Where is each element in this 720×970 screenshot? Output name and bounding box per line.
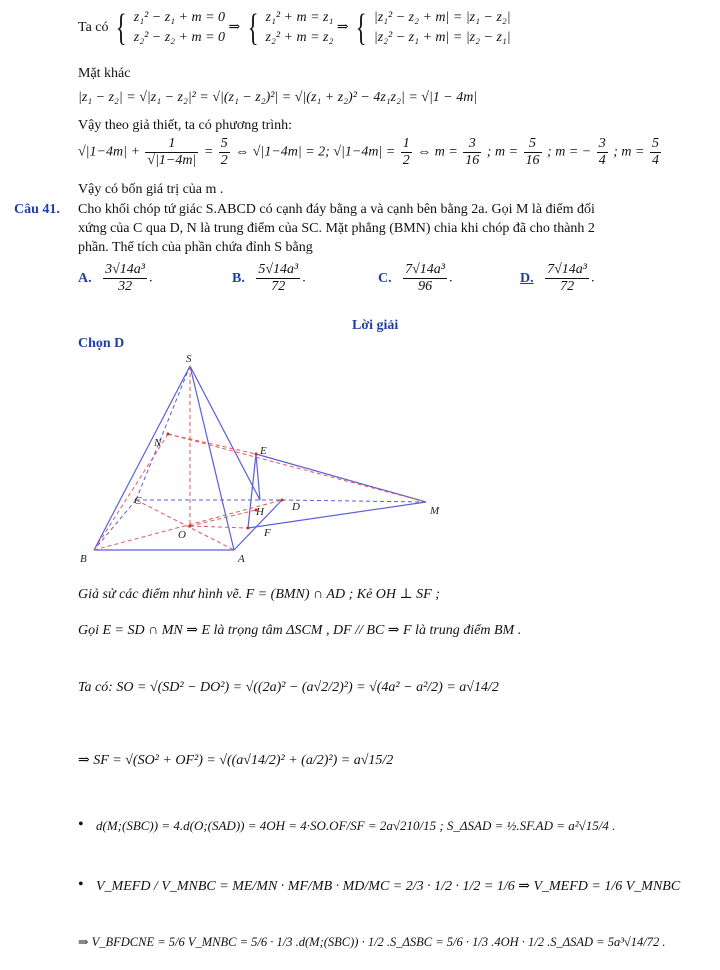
- solution-line-1: Giả sử các điểm như hình vẽ. F = (BMN) ∩ AD ; Kẻ OH ⊥ SF ;: [78, 587, 440, 602]
- eq-m: ⇔ m =: [417, 144, 458, 160]
- implies-arrow-1: ⇒: [228, 20, 241, 36]
- conclusion-text: Vậy có bốn giá trị của m .: [78, 182, 224, 197]
- question-line-3: phần. Thể tích của phần chứa đỉnh S bằng: [78, 240, 313, 255]
- eq-left: √|1−4m| +: [78, 144, 140, 160]
- m3-pre: ; m = −: [547, 144, 592, 160]
- system-2-line-1: z₁² + m = z₁: [265, 10, 334, 25]
- question-number: Câu 41.: [14, 202, 60, 217]
- label-o: O: [178, 529, 186, 541]
- eq-frac-2: [219, 136, 230, 169]
- pyramid-figure: [70, 350, 470, 570]
- option-frac: [256, 262, 300, 295]
- solution-heading: Lời giải: [352, 318, 399, 333]
- modulus-equation: |z₁ − z₂| = √|z₁ − z₂|² = √|(z₁ − z₂)²| = √|(z₁ + z₂)² − 4z₁z₂| = √|1 − 4m|: [78, 90, 478, 105]
- solution-line-7: ⇒ V_BFDCNE = 5/6 V_MNBC = 5/6 · 1/3 .d(M;(SBC)) · 1/2 .S_ΔSBC = 5/6 · 1/3 .4OH · 1/2 .S_ΔSAD = 5a³√14/72 .: [78, 935, 666, 949]
- m4-pre: ; m =: [613, 144, 645, 160]
- frac-den: 2: [402, 153, 410, 168]
- label-d: D: [292, 501, 300, 513]
- ta-co-text: Ta có: [78, 20, 109, 36]
- option-frac: [103, 262, 147, 295]
- question-line-2: xứng của C qua D, N là trung điểm của SC. Mặt phẳng (BMN) chia khi chóp đã cho thành 2: [78, 221, 595, 236]
- system-2-line-2: z₂² + m = z₂: [265, 30, 334, 45]
- frac-num: 5√14a³: [258, 262, 299, 277]
- frac-den: 16: [525, 153, 540, 168]
- bullet-icon: •: [78, 876, 84, 893]
- frac-num: 5: [524, 136, 542, 153]
- frac-den: 4: [598, 153, 606, 168]
- solution-line-2: Gọi E = SD ∩ MN ⇒ E là trọng tâm ΔSCM , DF // BC ⇒ F là trung điểm BM .: [78, 623, 522, 638]
- option-a[interactable]: A. $\frac{\text{3√14a³}}{32}$ .: [78, 262, 153, 294]
- label-f: F: [264, 527, 271, 539]
- system-1-line-2: z₂² − z₂ + m = 0: [133, 30, 226, 45]
- frac-den: 72: [560, 279, 575, 294]
- system-1: [134, 8, 225, 48]
- eq-frac-3: [401, 136, 412, 169]
- label-h: H: [256, 506, 264, 518]
- option-label: A.: [78, 270, 92, 286]
- frac-num: 5: [220, 136, 228, 151]
- frac-num: 7√14a³: [405, 262, 446, 277]
- m1-frac: [463, 136, 481, 169]
- eq-sign: =: [203, 144, 214, 160]
- solution-line-6: V_MEFD / V_MNBC = ME/MN · MF/MB · MD/MC = 2/3 · 1/2 · 1/2 = 1/6 ⇒ V_MEFD = 1/6 V_MNBC: [96, 879, 681, 894]
- m3-frac: [597, 136, 608, 169]
- frac-den: 16: [465, 153, 480, 168]
- option-frac: [403, 262, 447, 295]
- label-b: B: [80, 553, 87, 565]
- label-m: M: [430, 505, 440, 517]
- frac-den: 32: [118, 279, 133, 294]
- frac-den: 2: [220, 153, 228, 168]
- bullet-icon: •: [78, 816, 84, 833]
- brace-3: {: [355, 7, 367, 49]
- brace-2: {: [247, 7, 259, 49]
- frac-den: 96: [418, 279, 433, 294]
- system-1-line-1: z₁² − z₁ + m = 0: [133, 10, 226, 25]
- label-n: N: [154, 437, 162, 449]
- label-a: A: [238, 553, 245, 565]
- frac-num: 1: [402, 136, 410, 151]
- implies-arrow-2: ⇒: [336, 20, 349, 36]
- option-d[interactable]: D. $\frac{\text{7√14a³}}{72}$ .: [520, 262, 595, 294]
- chosen-answer: Chọn D: [78, 336, 125, 351]
- eq-mid: ⇔ √|1−4m| = 2; √|1−4m| =: [235, 144, 396, 160]
- system-2: [266, 8, 334, 48]
- brace-1: {: [115, 7, 127, 49]
- m2-frac: [524, 136, 542, 169]
- system-block: [78, 8, 511, 48]
- eq-frac-1: [145, 136, 198, 169]
- question-line-1: Cho khối chóp tứ giác S.ABCD có cạnh đáy bằng a và cạnh bên bằng 2a. Gọi M là điểm đối: [78, 202, 595, 217]
- system-3: [374, 8, 511, 48]
- frac-den: √|1−4m|: [147, 153, 197, 168]
- solution-line-3: Ta có: SO = √(SD² − DO²) = √((2a)² − (a√2/2)²) = √(4a² − a²/2) = a√14/2: [78, 680, 499, 695]
- option-frac: [545, 262, 589, 295]
- option-c[interactable]: C. $\frac{\text{7√14a³}}{96}$ .: [378, 262, 453, 294]
- system-3-line-2: |z₂² − z₁ + m| = |z₂ − z₁|: [373, 30, 511, 45]
- equation-intro: Vậy theo giả thiết, ta có phương trình:: [78, 118, 293, 133]
- option-label: D.: [520, 270, 534, 286]
- main-equation: [78, 136, 663, 169]
- label-s: S: [186, 353, 192, 365]
- frac-num: 1: [145, 136, 198, 153]
- frac-den: 4: [651, 153, 659, 168]
- option-b[interactable]: B. $\frac{\text{5√14a³}}{72}$ .: [232, 262, 306, 294]
- m4-frac: [650, 136, 661, 169]
- frac-num: 3: [463, 136, 481, 153]
- option-label: B.: [232, 270, 245, 286]
- m2-pre: ; m =: [486, 144, 519, 160]
- frac-num: 7√14a³: [547, 262, 588, 277]
- label-c: C: [134, 495, 142, 507]
- option-label: C.: [378, 270, 392, 286]
- frac-den: 72: [271, 279, 286, 294]
- solution-line-5: d(M;(SBC)) = 4.d(O;(SAD)) = 4OH = 4·SO.OF/SF = 2a√210/15 ; S_ΔSAD = ½.SF.AD = a²√15/4 .: [96, 818, 616, 833]
- solution-line-4: ⇒ SF = √(SO² + OF²) = √((a√14/2)² + (a/2)²) = a√15/2: [78, 753, 394, 768]
- frac-num: 5: [651, 136, 659, 151]
- mat-khac-text: Mặt khác: [78, 66, 131, 81]
- label-e: E: [260, 445, 267, 457]
- system-3-line-1: |z₁² − z₂ + m| = |z₁ − z₂|: [373, 10, 511, 25]
- frac-num: 3√14a³: [105, 262, 146, 277]
- frac-num: 3: [598, 136, 606, 151]
